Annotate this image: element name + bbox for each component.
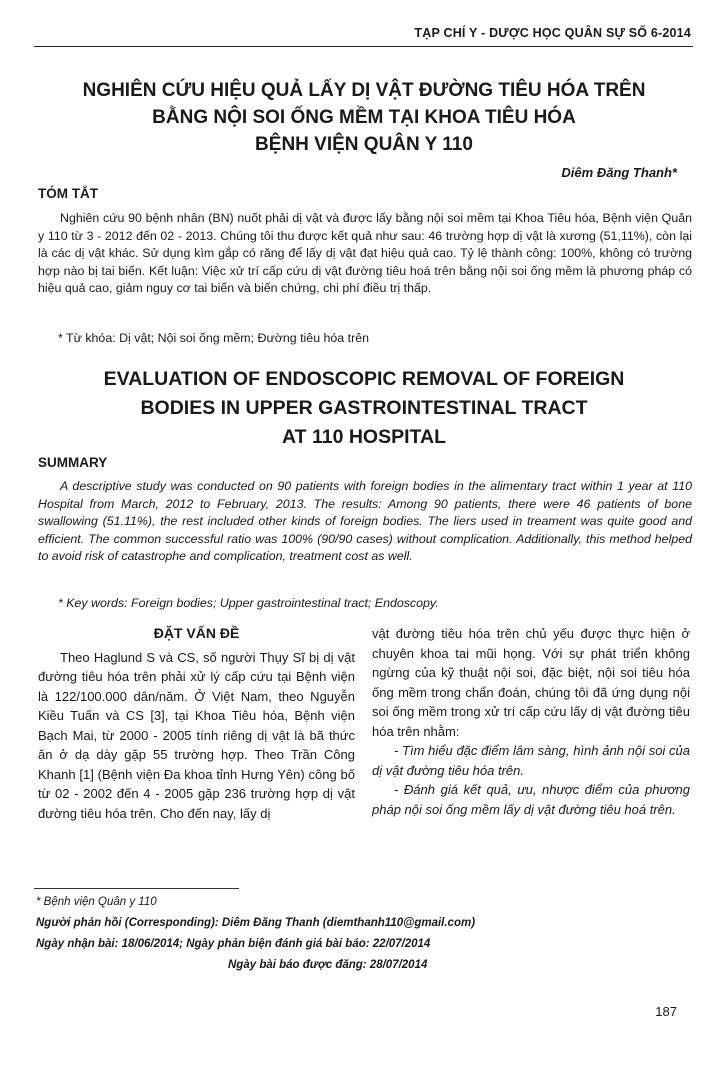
title-english [40, 365, 688, 452]
title-vn-line: BẰNG NỘI SOI ỐNG MỀM TẠI KHOA TIÊU HÓA [152, 107, 576, 128]
footnote-affiliation: * Bệnh viện Quân y 110 [36, 896, 157, 908]
running-header [34, 26, 693, 47]
journal-name: TẠP CHÍ Y - DƯỢC HỌC QUÂN SỰ SỐ 6-2014 [414, 26, 691, 40]
summary-heading: SUMMARY [38, 455, 108, 470]
author-name: Diêm Đăng Thanh* [561, 165, 677, 180]
aim-2: - Đánh giá kết quả, ưu, nhược điểm của phương pháp nội soi ống mềm lấy dị vật đường tiêu hoá trên. [372, 782, 690, 817]
footnote-published: Ngày bài báo được đăng: 28/07/2014 [228, 959, 428, 971]
left-column [38, 624, 355, 823]
abstract-vn-text: Nghiên cứu 90 bệnh nhân (BN) nuốt phải dị vật và được lấy bằng nội soi mềm tại Khoa Tiêu hóa, Bệnh viện Quân y 110 từ 3 - 2012 đến 02 - 2013. Chúng tôi thu được kết quả như sau: 46 trường hợp dị vật là xương (51,11%), còn lại là các dị vật khác. Sử dụng kìm gắp có răng để lấy dị vật đạt hiệu quả cao. Tỷ lệ thành công: 100%, không có trường hợp nào bị tai biến. Kết luận: Việc xử trí cấp cứu dị vật đường tiêu hoá trên bằng nội soi ống mềm là phương pháp có hiệu quả cao, giảm nguy cơ tai biến và biến chứng, chi phí điều trị thấp. [38, 211, 692, 295]
title-en-line: EVALUATION OF ENDOSCOPIC REMOVAL OF FOREIGN [103, 368, 625, 390]
keywords-vn: * Từ khóa: Dị vật; Nội soi ống mềm; Đường tiêu hóa trên [58, 331, 369, 345]
intro-paragraph-1: Theo Haglund S và CS, số người Thụy Sĩ bị dị vật đường tiêu hóa trên phải xử lý cấp cứu tại Bệnh viện là 122/100.000 dân/năm. Ở Việt Nam, theo Nguyễn Kiều Tuấn và CS [3], tại Khoa Tiêu hóa, Bệnh viện Bạch Mai, từ 2000 - 2005 tính riêng dị vật là bã thức ăn ở dạ dày gặp 55 trường hợp. Theo Trần Công Khanh [1] (Bệnh viện Đa khoa tỉnh Hưng Yên) công bố từ 02 - 2002 đến 4 - 2005 gặp 236 trường hợp dị vật đường tiêu hóa trên. Cho đến nay, lấy dị [38, 649, 355, 821]
aim-1: - Tìm hiểu đặc điểm lâm sàng, hình ảnh nội soi của dị vật đường tiêu hóa trên. [372, 743, 690, 778]
title-en-line: AT 110 HOSPITAL [282, 426, 446, 448]
intro-paragraph-2: vật đường tiêu hóa trên chủ yếu được thực hiện ở chuyên khoa tai mũi họng. Với sự phát triển không ngừng của kỹ thuật nội soi, đặc biệt, nội soi tiêu hóa ống mềm trong chẩn đoán, chúng tôi đã ứng dụng nội soi ống mềm trong xử trí cấp cứu lấy dị vật đường tiêu hóa trên nhằm: [372, 626, 690, 739]
intro-heading: ĐẶT VẤN ĐỀ [153, 625, 240, 641]
abstract-vn-body [38, 210, 692, 298]
title-vn-line: NGHIÊN CỨU HIỆU QUẢ LẤY DỊ VẬT ĐƯỜNG TIÊU HÓA TRÊN [82, 80, 646, 101]
footnote-divider [34, 888, 239, 889]
footnote-corresponding: Người phản hồi (Corresponding): Diêm Đăng Thanh (diemthanh110@gmail.com) [36, 917, 476, 929]
summary-body [38, 478, 692, 566]
abstract-vn-heading: TÓM TẮT [38, 186, 98, 201]
page-number: 187 [655, 1004, 677, 1019]
title-vietnamese [40, 77, 688, 158]
title-en-line: BODIES IN UPPER GASTROINTESTINAL TRACT [140, 397, 588, 419]
footnote-dates: Ngày nhận bài: 18/06/2014; Ngày phản biện đánh giá bài báo: 22/07/2014 [36, 938, 431, 950]
title-vn-line: BỆNH VIỆN QUÂN Y 110 [255, 134, 473, 155]
keywords-en: * Key words: Foreign bodies; Upper gastrointestinal tract; Endoscopy. [58, 596, 439, 610]
right-column [372, 624, 690, 819]
summary-text: A descriptive study was conducted on 90 patients with foreign bodies in the alimentary tract within 1 year at 110 Hospital from March, 2012 to February, 2013. The results: Among 90 patients, there were 46 patients of bone swallowing (51.11%), the rest included other kinds of foreign bodies. The liers used in treament was quite good and efficient. The common successful ratio was 100% (90/90 cases) without complication. Additionally, this method helped to avoid risk of catastrophe and complication, treatment cost as well. [38, 479, 692, 563]
